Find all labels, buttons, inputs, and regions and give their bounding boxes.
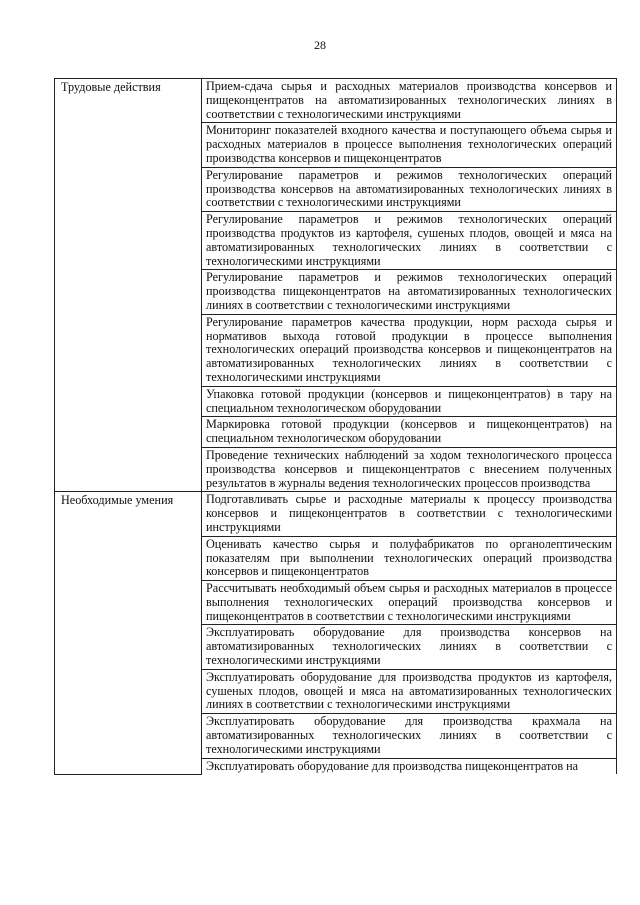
section-label-labor-actions: Трудовые действия: [55, 79, 202, 492]
table-cell: Маркировка готовой продукции (консервов и пищеконцентратов) на специальном технологическом оборудовании: [202, 417, 617, 448]
table-cell: Проведение технических наблюдений за ходом технологического процесса производства консервов и пищеконцентратов с внесением полученных результатов в журналы ведения технологических процессов производства: [202, 447, 617, 491]
table-cell: Эксплуатировать оборудование для производства консервов на автоматизированных технологических линиях в соответствии с технологическими инструкциями: [202, 625, 617, 669]
table-row: [55, 79, 617, 123]
table-cell: Мониторинг показателей входного качества и поступающего объема сырья и расходных материалов в процессе выполнения технологических операций производства консервов и пищеконцентратов: [202, 123, 617, 167]
table-cell: Эксплуатировать оборудование для производства продуктов из картофеля, сушеных плодов, овощей и мяса на автоматизированных технологических линиях в соответствии с технологическими инструкциями: [202, 669, 617, 713]
table-cell: Регулирование параметров и режимов технологических операций производства консервов на автоматизированных технологических линиях в соответствии с технологическими инструкциями: [202, 167, 617, 211]
table-cell: Регулирование параметров и режимов технологических операций производства пищеконцентратов на автоматизированных технологических линиях в соответствии с технологическими инструкциями: [202, 270, 617, 314]
table-cell: Эксплуатировать оборудование для производства пищеконцентратов на: [202, 758, 617, 774]
table-cell: Упаковка готовой продукции (консервов и пищеконцентратов) в тару на специальном технологическом оборудовании: [202, 386, 617, 417]
table-cell: Подготавливать сырье и расходные материалы к процессу производства консервов и пищеконцентратов в соответствии с технологическими инструкциями: [202, 492, 617, 536]
table-cell: Регулирование параметров и режимов технологических операций производства продуктов из картофеля, сушеных плодов, овощей и мяса на автоматизированных технологических линиях в соответствии с технологическими инструкциями: [202, 212, 617, 270]
table-cell: Регулирование параметров качества продукции, норм расхода сырья и нормативов выхода готовой продукции в процессе выполнения технологических операций производства консервов и пищеконцентратов на автоматизированных технологических линиях в соответствии с технологическими инструкциями: [202, 314, 617, 386]
section-label-required-skills: Необходимые умения: [55, 492, 202, 775]
table-row: [55, 492, 617, 536]
requirements-table: [54, 78, 617, 775]
table-cell: Прием-сдача сырья и расходных материалов производства консервов и пищеконцентратов на автоматизированных технологических линиях в соответствии с технологическими инструкциями: [202, 79, 617, 123]
page-number: 28: [314, 38, 326, 52]
table-cell: Эксплуатировать оборудование для производства крахмала на автоматизированных технологических линиях в соответствии с технологическими инструкциями: [202, 714, 617, 758]
table-cell: Рассчитывать необходимый объем сырья и расходных материалов в процессе выполнения технологических операций производства консервов и пищеконцентратов в соответствии с технологическими инструкциями: [202, 581, 617, 625]
table-cell: Оценивать качество сырья и полуфабрикатов по органолептическим показателям при выполнении технологических операций производства консервов и пищеконцентратов: [202, 536, 617, 580]
